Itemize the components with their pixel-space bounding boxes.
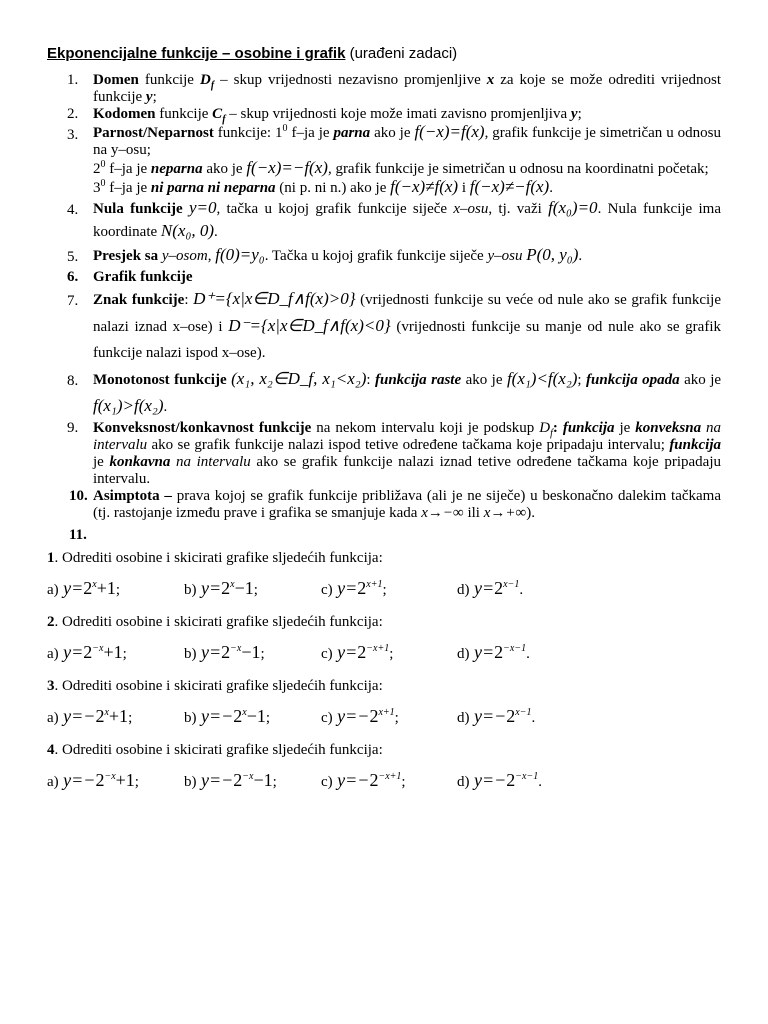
function-label: a) <box>47 774 59 790</box>
function-sign: − <box>221 770 234 790</box>
function-formula: $y=-2^{-x}+1$ <box>58 770 135 790</box>
item-text: ; <box>577 372 582 388</box>
function-exponent: −x+1 <box>366 643 390 654</box>
item-text: funkcije <box>155 106 213 122</box>
function-exponent: x <box>104 707 109 718</box>
function-sign: − <box>357 706 370 726</box>
heading-title: Ekponencijalne funkcije – osobine i grafik <box>47 45 346 62</box>
formula-f0: f(0)=y₀ <box>215 245 265 264</box>
item-text: . <box>578 248 583 264</box>
list-item-graph <box>47 268 721 286</box>
function-formula: $y=2^{-x}+1$ <box>58 642 123 662</box>
exercise-number: 1 <box>47 550 55 566</box>
word-neither: ni parna ni neparna <box>150 180 276 196</box>
function-tail: +1 <box>103 642 123 662</box>
formula-fx0: f(x₀)=0 <box>548 198 598 217</box>
function-sign: − <box>83 770 96 790</box>
function-formula: $y=-2^{x-1}$ <box>469 706 532 726</box>
function-end: ; <box>382 582 387 598</box>
list-item-zero <box>47 197 721 243</box>
function-tail: +1 <box>108 706 129 726</box>
list-item-convexity <box>47 420 721 488</box>
item-number: 10. <box>69 488 88 504</box>
formula-y0: y=0 <box>188 198 217 217</box>
function-tail: −1 <box>253 770 273 790</box>
formula-increasing: f(x₁)<f(x₂) <box>506 369 578 388</box>
function-exponent: −x−1 <box>515 771 539 782</box>
exercise-function <box>457 578 523 599</box>
term-nula: Nula funkcije <box>93 201 183 217</box>
list-item-parity <box>47 123 721 197</box>
function-label: d) <box>457 774 470 790</box>
item-number: 2. <box>67 106 79 122</box>
exercise-number: 3 <box>47 678 55 694</box>
formula-d-minus: D⁻={x|x∈D_f∧f(x)<0} <box>228 316 391 335</box>
item-text: je <box>614 420 636 436</box>
function-end: ; <box>265 710 271 726</box>
formula-d-plus: D⁺={x|x∈D_f∧f(x)>0} <box>193 289 356 308</box>
function-exponent: x−1 <box>503 579 520 590</box>
function-end: ; <box>122 646 127 662</box>
exercise-functions-row <box>47 632 721 672</box>
item-text: ako je <box>679 372 722 388</box>
item-text: . Nula funkcije ima koordinate <box>93 201 721 240</box>
function-tail: +1 <box>115 770 135 790</box>
superscript: 0 <box>100 159 106 170</box>
item-number: 3. <box>67 127 79 143</box>
function-end: . <box>519 582 524 598</box>
word-konveksna: konveksna <box>635 420 702 436</box>
exercise-function <box>47 578 120 599</box>
formula-p-point: P(0, y₀) <box>526 245 579 264</box>
function-exponent: −x <box>92 643 104 654</box>
exercise-function <box>457 706 535 727</box>
exercise-title <box>47 612 721 632</box>
item-text: : <box>366 372 375 388</box>
exercise-number: 2 <box>47 614 55 630</box>
list-item-asymptote <box>47 488 721 522</box>
function-sign: − <box>494 770 507 790</box>
function-end: . <box>531 710 536 726</box>
item-text: – skup vrijednosti koje može imati zavisno promjenljiva <box>225 106 571 122</box>
item-text: ako je <box>202 161 247 177</box>
item-text: 3 <box>93 180 101 196</box>
function-label: b) <box>184 710 197 726</box>
symbol-cf: $C_f$ <box>212 106 226 125</box>
function-formula: $y=2^x-1$ <box>196 578 254 598</box>
exercise-title <box>47 740 721 760</box>
var-y: y <box>570 106 578 122</box>
item-text: (vrijednosti funkcije su veće od nule ako se grafik funkcije nalazi iznad x–ose) i <box>93 292 721 335</box>
exercise-number: 4 <box>47 742 55 758</box>
function-exponent: x <box>92 579 97 590</box>
term-grafik: Grafik funkcije <box>93 269 193 285</box>
item-text: funkcije: 1 <box>213 125 283 141</box>
function-formula: $y=2^{x-1}$ <box>469 578 520 598</box>
exercise-title <box>47 676 721 696</box>
formula-plus-infinity: x→+∞ <box>483 505 527 521</box>
item-text: , grafik funkcije je simetričan u odnosu na koordinatni početak; <box>327 161 709 177</box>
item-text: , grafik funkcije je simetričan u odnosu na y–osu; <box>93 125 721 158</box>
heading-note: (urađeni zadaci) <box>349 45 458 62</box>
formula-n-point: N(x₀, 0) <box>160 221 215 240</box>
item-text: prava kojoj se grafik funkcije približava (ali je ne siječe) u beskonačno dalekim tačkama (tj. rastojanje između prave i grafika se smanjuje kada <box>93 488 721 521</box>
function-exponent: −x+1 <box>378 771 402 782</box>
item-text: na intervalu <box>170 454 251 470</box>
var-x: x <box>486 72 495 88</box>
function-label: a) <box>47 646 59 662</box>
function-formula: $y=-2^{-x+1}$ <box>332 770 402 790</box>
function-exponent: −x−1 <box>503 643 527 654</box>
item-text: ako je <box>461 372 507 388</box>
item-text: ). <box>526 505 535 521</box>
word-funkcija: funkcija <box>562 420 615 436</box>
function-tail: −1 <box>246 706 266 726</box>
exercise-title <box>47 548 721 568</box>
function-end: ; <box>389 646 394 662</box>
term-parnost: Parnost/Neparnost <box>93 125 214 141</box>
function-sign: − <box>357 770 370 790</box>
function-label: a) <box>47 582 59 598</box>
item-number: 7. <box>67 293 79 309</box>
exercise-function <box>321 642 393 663</box>
function-exponent: x+1 <box>366 579 383 590</box>
formula-minus-infinity: x→−∞ <box>421 505 464 521</box>
formula-neither-2: f(−x)≠−f(x) <box>469 177 550 196</box>
symbol-df: $D_f$ <box>539 420 553 439</box>
function-end: ; <box>128 710 133 726</box>
formula-even: f(−x)=f(x) <box>414 122 485 141</box>
item-text: : <box>552 420 563 436</box>
item-text: . <box>214 224 218 240</box>
function-label: d) <box>457 710 470 726</box>
exercise-function <box>47 770 139 791</box>
exercise-function <box>321 578 387 599</box>
exercise-function <box>321 706 399 727</box>
function-exponent: x−1 <box>515 707 532 718</box>
function-formula: $y=-2^{-x}-1$ <box>196 770 273 790</box>
exercise-text: . Odrediti osobine i skicirati grafike sljedećih funkcija: <box>54 550 383 566</box>
function-tail: −1 <box>234 578 254 598</box>
item-text: na nekom intervalu koji je podskup <box>311 420 540 436</box>
function-label: d) <box>457 582 470 598</box>
function-label: c) <box>321 710 333 726</box>
exercise-function <box>47 642 127 663</box>
word-funkcija: funkcija <box>669 437 721 453</box>
document-heading <box>47 44 721 64</box>
item-number: 8. <box>67 373 79 389</box>
function-tail: −1 <box>241 642 261 662</box>
function-formula: $y=2^{-x+1}$ <box>332 642 390 662</box>
function-sign: − <box>221 706 234 726</box>
function-exponent: x <box>230 579 235 590</box>
item-text: funkcije <box>138 72 200 88</box>
formula-x1-x2: (x₁, x₂∈D_f, x₁<x₂) <box>231 369 367 388</box>
item-text: i <box>458 180 470 196</box>
formula-neither-1: f(−x)≠f(x) <box>390 177 459 196</box>
item-text: na intervalu <box>93 420 722 453</box>
function-formula: $y=2^x+1$ <box>58 578 116 598</box>
item-text: je <box>93 454 110 470</box>
function-end: ; <box>115 582 121 598</box>
word-raste: funkcija raste <box>375 372 462 388</box>
item-text: ; <box>577 106 582 122</box>
item-number: 11. <box>69 527 87 543</box>
function-label: b) <box>184 646 197 662</box>
word-konkavna: konkavna <box>109 454 171 470</box>
item-number: 6. <box>67 269 79 285</box>
item-text: ; <box>152 89 157 105</box>
function-exponent: −x <box>242 771 254 782</box>
item-text: ako se grafik funkcije nalazi iznad tetive određene tačkama koje pripadaju intervalu. <box>93 454 722 487</box>
exercise-function <box>47 706 132 727</box>
function-end: ; <box>253 582 258 598</box>
var-y: y <box>145 89 153 105</box>
superscript: 0 <box>282 123 288 134</box>
function-end: . <box>526 646 530 662</box>
item-text: , tj. važi <box>488 201 549 217</box>
list-item-sign <box>47 286 721 366</box>
function-label: c) <box>321 774 333 790</box>
function-tail: +1 <box>96 578 116 598</box>
item-text: f–ja je <box>105 161 151 177</box>
item-number: 4. <box>67 202 79 218</box>
word-parna: parna <box>333 125 371 141</box>
item-text: ili <box>463 505 484 521</box>
superscript: 0 <box>100 178 106 189</box>
exercise-function <box>321 770 406 791</box>
item-number: 5. <box>67 249 79 265</box>
item-text: za koje se može odrediti vrijednost funkcije <box>93 72 721 105</box>
list-item-monotonicity <box>47 366 721 420</box>
function-label: a) <box>47 710 59 726</box>
function-sign: − <box>494 706 507 726</box>
term-presjek: Presjek sa <box>93 248 159 264</box>
formula-decreasing: f(x₁)>f(x₂) <box>93 396 164 415</box>
item-text: : <box>184 292 189 308</box>
item-text: . Tačka u kojoj grafik funkcije siječe <box>264 248 488 264</box>
exercise-text: . Odrediti osobine i skicirati grafike sljedećih funkcija: <box>54 678 383 694</box>
function-end: ; <box>401 774 406 790</box>
item-text: f–ja je <box>105 180 151 196</box>
properties-list <box>47 72 721 544</box>
function-exponent: −x <box>230 643 242 654</box>
function-end: ; <box>134 774 139 790</box>
item-text: . <box>163 399 168 415</box>
item-text: , <box>207 248 216 264</box>
item-text: f–ja je <box>287 125 334 141</box>
exercise-function <box>184 578 258 599</box>
term-domen: Domen <box>93 72 139 88</box>
exercise-text: . Odrediti osobine i skicirati grafike sljedećih funkcija: <box>54 742 383 758</box>
function-formula: $y=-2^{x+1}$ <box>332 706 395 726</box>
function-exponent: x <box>242 707 247 718</box>
formula-odd: f(−x)=−f(x) <box>246 158 328 177</box>
item-text: 2 <box>93 161 101 177</box>
exercise-function <box>184 706 270 727</box>
term-znak: Znak funkcije <box>93 292 185 308</box>
function-formula: $y=2^{-x}-1$ <box>196 642 261 662</box>
exercise-function <box>457 642 530 663</box>
item-text: x–osu <box>453 201 489 217</box>
document-page <box>47 44 721 800</box>
item-text: y–osu <box>487 248 523 264</box>
function-end: ; <box>272 774 277 790</box>
function-end: . <box>538 774 542 790</box>
function-formula: $y=-2^{-x-1}$ <box>469 770 539 790</box>
item-text: ako je <box>370 125 415 141</box>
term-monotonost: Monotonost funkcije <box>93 372 227 388</box>
function-end: ; <box>260 646 265 662</box>
exercise-function <box>184 642 265 663</box>
exercise-function <box>184 770 277 791</box>
function-sign: − <box>83 706 96 726</box>
function-formula: $y=2^{-x-1}$ <box>469 642 527 662</box>
item-text: ako se grafik funkcije nalazi ispod tetive određene tačkama koje pripadaju intervalu; <box>147 437 670 453</box>
exercise-text: . Odrediti osobine i skicirati grafike sljedećih funkcija: <box>54 614 383 630</box>
exercise-functions-row <box>47 760 721 800</box>
function-exponent: −x <box>104 771 116 782</box>
item-text: . <box>549 180 553 196</box>
function-label: c) <box>321 646 333 662</box>
item-text: y–osom <box>158 248 208 264</box>
term-konveksnost: Konveksnost/konkavnost funkcije <box>93 420 312 436</box>
function-formula: $y=-2^x+1$ <box>58 706 129 726</box>
term-kodomen: Kodomen <box>93 106 156 122</box>
function-label: b) <box>184 774 197 790</box>
item-text: – skup vrijednosti nezavisno promjenljive <box>214 72 487 88</box>
function-label: d) <box>457 646 470 662</box>
function-formula: $y=-2^x-1$ <box>196 706 266 726</box>
item-number: 9. <box>67 420 79 436</box>
item-text: (vrijednosti funkcije su manje od nule ako se grafik funkcije nalazi ispod x–ose). <box>93 319 721 361</box>
symbol-df: $D_f$ <box>199 72 215 91</box>
exercise-function <box>457 770 542 791</box>
term-asimptota: Asimptota – <box>93 488 172 504</box>
function-end: ; <box>394 710 399 726</box>
function-formula: $y=2^{x+1}$ <box>332 578 383 598</box>
list-item-codomain <box>47 106 721 123</box>
function-label: c) <box>321 582 333 598</box>
function-label: b) <box>184 582 197 598</box>
function-exponent: x+1 <box>378 707 395 718</box>
exercise-functions-row <box>47 696 721 736</box>
item-text: (ni p. ni n.) ako je <box>275 180 391 196</box>
list-item-11 <box>47 526 721 544</box>
list-item-intercept <box>47 243 721 268</box>
word-neparna: neparna <box>150 161 203 177</box>
list-item-domain <box>47 72 721 106</box>
item-text: , tačka u kojoj grafik funkcije siječe <box>216 201 454 217</box>
item-number: 1. <box>67 72 79 88</box>
exercise-functions-row <box>47 568 721 608</box>
word-opada: funkcija opada <box>586 372 680 388</box>
exercises-section <box>47 548 721 800</box>
